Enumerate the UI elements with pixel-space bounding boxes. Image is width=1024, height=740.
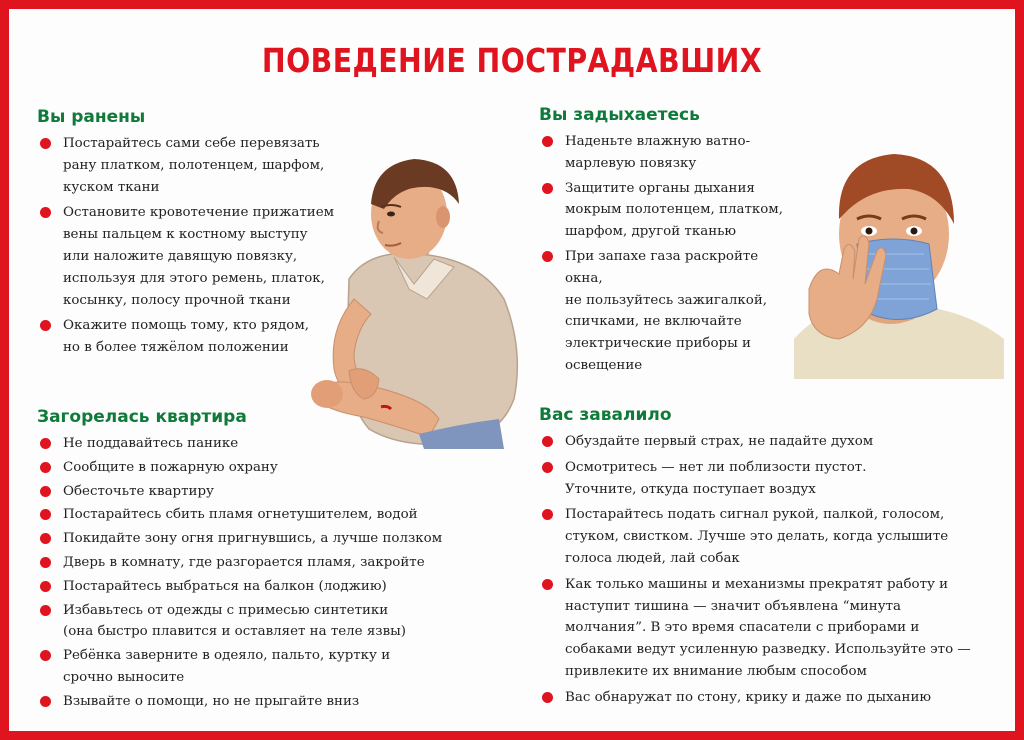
list-item: [37, 481, 477, 503]
list-item-text: Окажите помощь тому, кто рядом, но в более тяжёлом положении: [63, 318, 309, 356]
bullet-dot-icon: [40, 581, 51, 592]
list-item: [37, 576, 477, 598]
list-item: [37, 600, 477, 644]
bullet-dot-icon: [40, 696, 51, 707]
bullet-list: [539, 131, 799, 377]
bullet-dot-icon: [542, 251, 553, 262]
list-item-text: Обесточьте квартиру: [63, 483, 214, 499]
list-item-text: Сообщите в пожарную охрану: [63, 459, 278, 475]
bullet-dot-icon: [40, 557, 51, 568]
list-item-text: Покидайте зону огня пригнувшись, а лучше ползком: [63, 531, 443, 547]
bullet-dot-icon: [542, 436, 553, 447]
list-item-text: Наденьте влажную ватно- марлевую повязку: [565, 134, 751, 171]
list-item: [37, 691, 477, 713]
bullet-dot-icon: [40, 650, 51, 661]
section-suffocate: [539, 105, 799, 380]
list-item-text: Постарайтесь сами себе перевязать рану платком, полотенцем, шарфом, куском ткани: [63, 136, 325, 195]
list-item-text: Дверь в комнату, где разгорается пламя, закройте: [63, 554, 425, 570]
poster-title: ПОВЕДЕНИЕ ПОСТРАДАВШИХ: [261, 41, 763, 80]
bullet-dot-icon: [40, 138, 51, 149]
list-item-text: Ребёнка заверните в одеяло, пальто, куртку и срочно выносите: [63, 648, 391, 685]
list-item-text: Остановите кровотечение прижатием вены пальцем к костному выступу или наложите давящую повязку, используя для этого ремень, платок, косынку, полосу прочной ткани: [63, 205, 335, 308]
list-item: [539, 504, 989, 569]
bullet-dot-icon: [40, 207, 51, 218]
bullet-dot-icon: [40, 605, 51, 616]
bullet-dot-icon: [40, 438, 51, 449]
section-heading: Загорелась квартира: [37, 407, 247, 427]
list-item: [37, 528, 477, 550]
man-pressing-arm-illustration: [309, 149, 529, 459]
list-item: [539, 574, 989, 683]
list-item-text: Осмотритесь — нет ли поблизости пустот. Уточните, откуда поступает воздух: [565, 459, 867, 497]
section-heading: Вы задыхаетесь: [539, 105, 700, 125]
list-item: [539, 687, 989, 709]
list-item-text: Как только машины и механизмы прекратят работу и наступит тишина — значит объявлена “минута молчания”. В это время спасатели с приборами и собаками ведут усиленную разведку. Используйте это — привлеките их внимание любым способом: [565, 576, 971, 679]
list-item: [37, 552, 477, 574]
bullet-dot-icon: [40, 486, 51, 497]
section-heading: Вас завалило: [539, 405, 672, 425]
bullet-dot-icon: [542, 692, 553, 703]
list-item-text: Защитите органы дыхания мокрым полотенцем, платком, шарфом, другой тканью: [565, 180, 783, 240]
list-item-text: Постарайтесь подать сигнал рукой, палкой, голосом, стуком, свистком. Лучше это делать, когда услышите голоса людей, лай собак: [565, 507, 949, 566]
bullet-dot-icon: [40, 462, 51, 473]
list-item: [539, 457, 989, 501]
list-item: [37, 457, 477, 479]
list-item-text: Взывайте о помощи, но не прыгайте вниз: [63, 693, 360, 709]
list-item: [539, 246, 799, 377]
section-heading: Вы ранены: [37, 107, 146, 127]
bullet-dot-icon: [542, 136, 553, 147]
list-item-text: Не поддавайтесь панике: [63, 436, 239, 451]
bullet-dot-icon: [542, 509, 553, 520]
bullet-dot-icon: [40, 509, 51, 520]
list-item-text: Постарайтесь выбраться на балкон (лоджию): [63, 578, 387, 594]
list-item-text: Вас обнаружат по стону, крику и даже по дыханию: [565, 689, 932, 705]
bullet-dot-icon: [40, 533, 51, 544]
list-item: [37, 645, 477, 689]
list-item-text: Постарайтесь сбить пламя огнетушителем, водой: [63, 507, 418, 523]
bullet-dot-icon: [542, 579, 553, 590]
list-item: [539, 131, 799, 175]
section-collapse: [539, 405, 989, 713]
bullet-list: [37, 433, 477, 713]
list-item-text: Обуздайте первый страх, не падайте духом: [565, 434, 874, 449]
bullet-dot-icon: [40, 320, 51, 331]
list-item-text: Избавьтесь от одежды с примесью синтетики (она быстро плавится и оставляет на теле язвы): [63, 602, 407, 640]
bullet-dot-icon: [542, 462, 553, 473]
list-item: [539, 431, 989, 453]
bullet-list: [539, 431, 989, 709]
man-covering-face-illustration: [789, 139, 1009, 379]
list-item: [539, 178, 799, 243]
list-item-text: При запахе газа раскройте окна, не пользуйтесь зажигалкой, спичками, не включайте электрические приборы и освещение: [565, 248, 768, 373]
list-item: [37, 504, 477, 526]
bullet-dot-icon: [542, 183, 553, 194]
